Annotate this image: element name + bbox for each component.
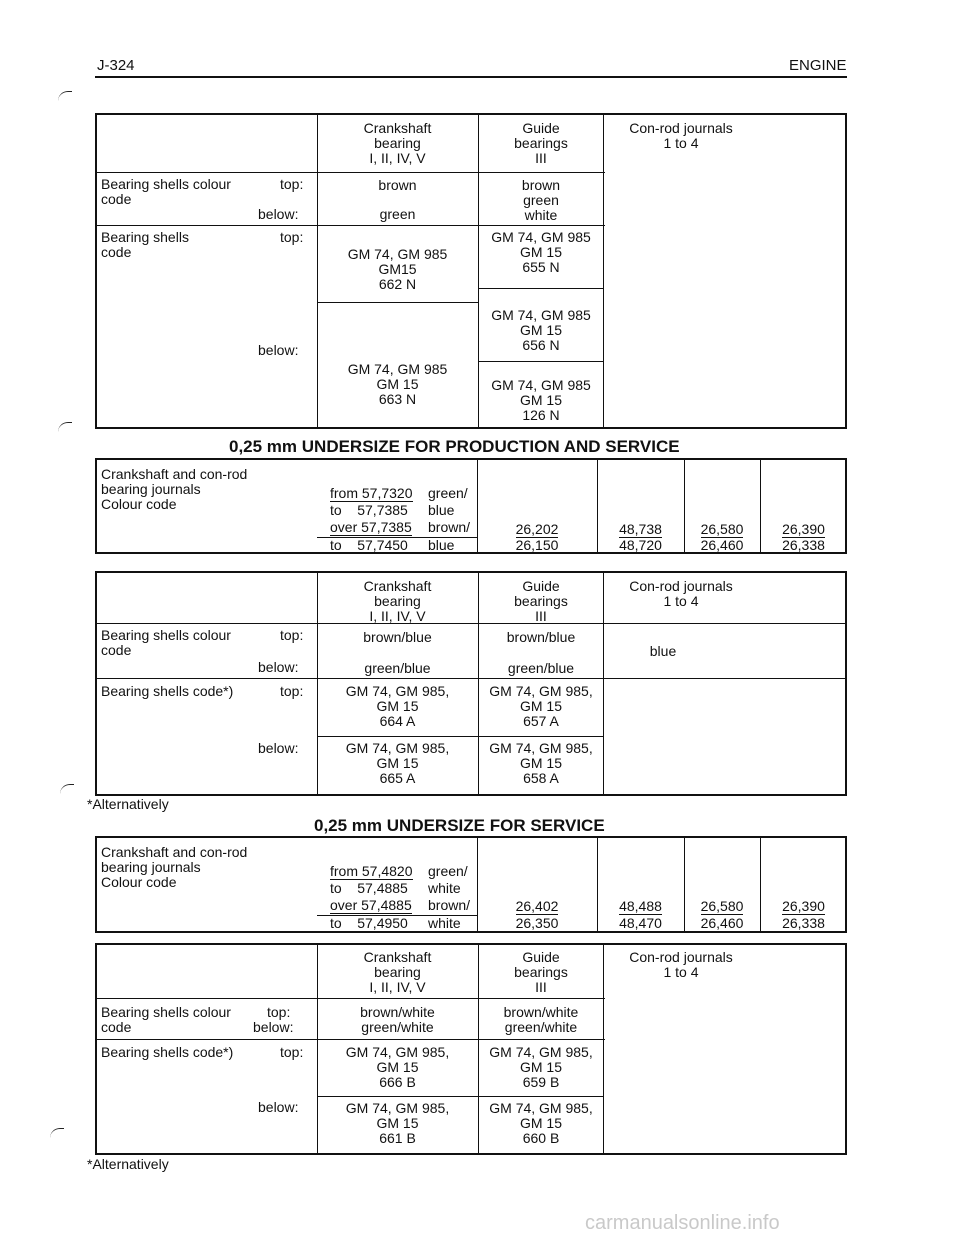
journal-value-bottom: 48,720 [619,537,662,553]
below-label: below: [253,1019,294,1035]
divider [95,172,605,173]
crank-code-top: GM 74, GM 985, GM 15 664 A [345,683,450,729]
top-label: top: [280,627,304,643]
journal-value-bottom: 26,350 [515,915,559,931]
divider [317,736,604,737]
colour-label: Bearing shells colour code [101,627,231,658]
guide-colour-below: green/blue [507,660,575,676]
guide-code-below: GM 74, GM 985, GM 15 660 B [489,1100,593,1146]
watermark: carmanualsonline.info [585,1212,780,1234]
conrod-colour: blue [649,643,677,659]
crank-code-below: GM 74, GM 985 GM 15 663 N [347,361,448,407]
crank-colour-top: brown/blue [363,629,432,645]
colour-label: Bearing shells colour code [101,1004,231,1035]
section-heading-service: 0,25 mm UNDERSIZE FOR SERVICE [314,816,605,835]
journal-label: Crankshaft and con-rod bearing journals Colour code [101,844,248,890]
range-from: from 57,4820 [330,863,413,879]
range-colour: white [428,915,461,931]
range-over: over 57,7385 [330,519,412,535]
journal-value-bottom: 26,460 [700,915,744,931]
guide-code-below: GM 74, GM 985, GM 15 658 A [489,740,593,786]
page-number: J-324 [97,57,135,74]
section-heading-production: 0,25 mm UNDERSIZE FOR PRODUCTION AND SERVICE [229,437,680,456]
header-conrod: Con-rod journals 1 to 4 [629,578,733,609]
range-to: to 57,7385 [330,502,408,518]
guide-code-1: GM 74, GM 985 GM 15 655 N [491,229,591,275]
margin-mark [50,1128,64,1139]
below-label: below: [258,342,299,358]
header-crankshaft: Crankshaft bearing I, II, IV, V [363,578,432,624]
header-conrod: Con-rod journals 1 to 4 [629,949,733,980]
crank-colour-below: green/white [361,1019,434,1035]
crank-colour-top: brown/white [360,1004,435,1020]
guide-colour: brown green white [521,177,561,223]
range-colour: blue [428,502,455,518]
divider [95,998,605,999]
divider [478,288,604,289]
divider [95,678,847,679]
range-colour: white [428,880,461,896]
below-label: below: [258,740,299,756]
range-colour: blue [428,537,455,553]
crank-code-top: GM 74, GM 985 GM15 662 N [347,246,448,292]
journal-label: Crankshaft and con-rod bearing journals Colour code [101,466,248,512]
divider [478,361,604,362]
range-colour: green/ [428,485,468,501]
crank-colour-below: green [379,206,416,222]
guide-colour-below: green/white [504,1019,578,1035]
journal-value-top: 26,390 [782,898,825,914]
guide-code-top: GM 74, GM 985, GM 15 659 B [489,1044,593,1090]
code-label: Bearing shells code [101,229,189,260]
below-label: below: [258,659,299,675]
range-to: to 57,4950 [330,915,408,931]
header-guide: Guide bearings III [514,949,568,995]
top-label: top: [280,1044,304,1060]
range-colour: brown/ [428,897,471,913]
colour-label: Bearing shells colour code [101,176,231,207]
guide-colour-top: brown/blue [506,629,576,645]
margin-mark [58,91,72,102]
top-label: top: [280,229,304,245]
range-over: over 57,4885 [330,897,412,913]
crank-colour-top: brown [378,177,417,193]
footnote: *Alternatively [87,1156,169,1172]
journal-value-top: 48,738 [619,521,662,537]
code-label: Bearing shells code*) [101,1044,234,1060]
range-to: to 57,4885 [330,880,408,896]
header-rule [95,76,847,78]
divider [317,302,478,303]
journal-value-bottom: 48,470 [619,915,662,931]
header-crankshaft: Crankshaft bearing I, II, IV, V [363,120,432,166]
top-label: top: [267,1004,291,1020]
header-guide: Guide bearings III [514,120,568,166]
crank-code-below: GM 74, GM 985, GM 15 661 B [345,1100,450,1146]
top-label: top: [280,176,304,192]
guide-code-3: GM 74, GM 985 GM 15 126 N [491,377,591,423]
journal-value-top: 26,390 [782,521,825,537]
margin-mark [58,422,72,433]
range-colour: green/ [428,863,468,879]
range-from: from 57,7320 [330,485,413,501]
guide-code-top: GM 74, GM 985, GM 15 657 A [489,683,593,729]
journal-value-top: 26,580 [700,521,744,537]
journal-value-bottom: 26,338 [782,537,825,553]
top-label: top: [280,683,304,699]
below-label: below: [258,1099,299,1115]
divider [317,1096,604,1097]
journal-value-top: 26,580 [700,898,744,914]
guide-code-2: GM 74, GM 985 GM 15 656 N [491,307,591,353]
crank-colour-below: green/blue [364,660,431,676]
section-title: ENGINE [789,57,847,74]
journal-value-top: 26,402 [515,898,559,914]
divider [95,225,605,226]
range-colour: brown/ [428,519,471,535]
header-crankshaft: Crankshaft bearing I, II, IV, V [363,949,432,995]
crank-code-top: GM 74, GM 985, GM 15 666 B [345,1044,450,1090]
header-guide: Guide bearings III [514,578,568,624]
crank-code-below: GM 74, GM 985, GM 15 665 A [345,740,450,786]
below-label: below: [258,206,299,222]
journal-value-top: 26,202 [515,521,559,537]
footnote: *Alternatively [87,796,169,812]
divider [95,1039,605,1040]
journal-value-bottom: 26,338 [782,915,825,931]
journal-value-bottom: 26,460 [700,537,744,553]
guide-colour-top: brown/white [503,1004,579,1020]
margin-mark [60,784,74,795]
code-label: Bearing shells code*) [101,683,234,699]
journal-value-bottom: 26,150 [515,537,559,553]
range-to: to 57,7450 [330,537,408,553]
header-conrod: Con-rod journals 1 to 4 [629,120,733,151]
journal-value-top: 48,488 [619,898,662,914]
